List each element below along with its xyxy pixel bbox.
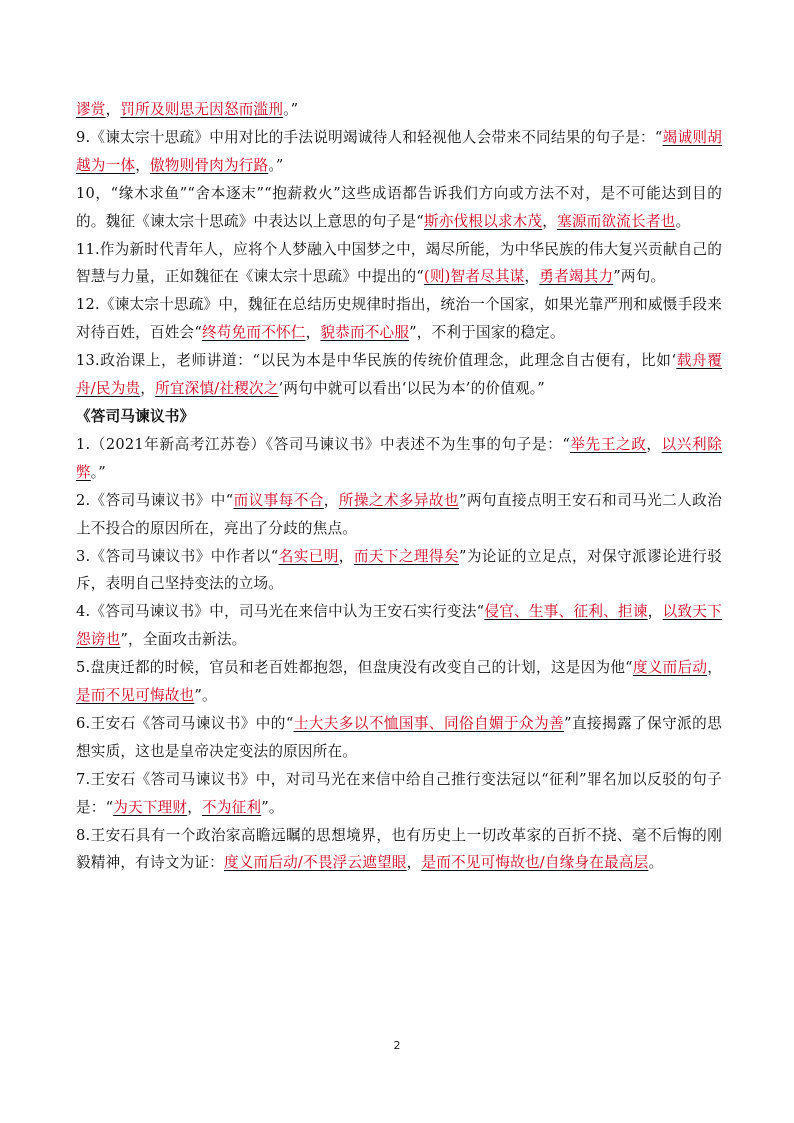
question-item: [76, 822, 722, 878]
question-text: 10，“缘木求鱼”“舍本逐末”“抱薪救火”这些成语都告诉我们方向或方法不对，是不可能达到目的的。魏征《谏太宗十思疏》中表达以上意思的句子是“: [76, 184, 722, 230]
question-item: [76, 654, 722, 710]
question-text: 5.盘庚迁都的时候，官员和老百姓都抱怨，但盘庚没有改变自己的计划，这是因为他“: [76, 659, 633, 677]
question-item: [76, 543, 722, 599]
question-text: ”两句直接点明王安石和司马光二人政治上不投合的原因所在，亮出了分歧的焦点。: [76, 491, 722, 537]
answer-text: 举先王之政: [570, 435, 647, 453]
answer-text: 塞源而欲流长者也: [557, 212, 676, 230]
question-text: ”直接揭露了保守派的思想实质，这也是皇帝决定变法的原因所在。: [76, 714, 722, 760]
question-text: 11.作为新时代青年人，应将个人梦融入中国梦之中，竭尽所能，为中华民族的伟大复兴贡献自己的智慧与力量，正如魏征在《谏太宗十思疏》中提出的“: [76, 240, 722, 286]
question-item: [76, 766, 722, 822]
answer-text: 所宜深慎/社稷次之: [155, 380, 279, 398]
answer-text: 度义而后动/不畏浮云遮望眼: [223, 854, 407, 872]
question-text: ”。: [194, 687, 217, 705]
answer-text: 不为征利: [202, 798, 262, 816]
question-text: 6.王安石《答司马谏议书》中的“: [76, 714, 294, 732]
question-text: ，: [140, 380, 156, 398]
question-text: ”，不利于国家的稳定。: [409, 324, 565, 342]
question-item: [76, 124, 722, 180]
question-text: 13.政治课上，老师讲道：“以民为本是中华民族的传统价值理念，此理念自古便有，比如‘: [76, 352, 677, 370]
question-text: 12.《谏太宗十思疏》中，魏征在总结历史规律时指出，统治一个国家，如果光靠严刑和威慑手段来对待百姓，百姓会“: [76, 296, 722, 342]
question-item: [76, 598, 722, 654]
question-text: ，: [542, 212, 558, 230]
question-text: ”。: [261, 798, 284, 816]
page-content: [76, 96, 722, 877]
question-text: 。”: [283, 101, 299, 118]
answer-text: (则)智者尽其谋: [423, 268, 525, 286]
answer-text: 载舟覆舟/民为贵: [76, 352, 722, 398]
question-text: ，: [323, 491, 339, 509]
question-text: ”为论证的立足点，对保守派谬论进行驳斥，表明自己坚持变法的立场。: [76, 547, 723, 593]
question-text: 。: [648, 854, 664, 872]
answer-text: 竭诚则胡越为一体: [76, 128, 722, 174]
answer-text: 勇者竭其力: [539, 268, 614, 286]
question-text: 1.（2021年新高考江苏卷）《答司马谏议书》中表述不为生事的句子是：“: [76, 435, 571, 453]
question-text: 9.《谏太宗十思疏》中用对比的手法说明竭诚待人和轻视他人会带来不同结果的句子是：“: [76, 128, 663, 146]
answer-text: 终苟免而不怀仁: [202, 324, 306, 342]
question-text: ，: [406, 854, 422, 872]
answer-text: 而天下之理得矣: [353, 547, 459, 565]
answer-text: 貌恭而不心服: [320, 324, 410, 342]
question-item: [76, 487, 722, 543]
question-text: 8.王安石具有一个政治家高瞻远瞩的思想境界，也有历史上一切改革家的百折不挠、毫不后悔的刚毅精神，有诗文为证：: [76, 826, 722, 872]
answer-text: 以兴利除弊: [76, 435, 722, 481]
question-text: ，: [647, 603, 663, 621]
answer-text: 谬赏: [76, 101, 106, 118]
answer-text: 傲物则骨肉为行路: [149, 156, 269, 174]
answer-text: 名实已明: [278, 547, 339, 565]
answer-text: 以致天下怨谤也: [76, 603, 723, 649]
question-text: ”，全面攻击新法。: [120, 631, 247, 649]
question-item: [76, 236, 722, 292]
question-text: ，: [135, 156, 150, 174]
question-item: [76, 180, 722, 236]
question-text: ，: [707, 659, 722, 677]
question-text: ，: [524, 268, 540, 286]
answer-text: 度义而后动: [632, 659, 708, 677]
question-text: 7.王安石《答司马谏议书》中，对司马光在来信中给自己推行变法冠以“征利”罪名加以反驳的句子是：“: [76, 770, 722, 816]
question-text: ”两句。: [613, 268, 666, 286]
question-text: ，: [646, 435, 662, 453]
question-text: 。”: [90, 463, 106, 481]
answer-text: 罚所及则思无因怒而滥刑: [120, 101, 284, 118]
answer-text: 而议事每不合: [233, 491, 324, 509]
question-text: 3.《答司马谏议书》中作者以“: [76, 547, 279, 565]
question-text: ，: [338, 547, 354, 565]
answer-text: 是而不见可悔故也: [76, 687, 195, 705]
question-text: 2.《答司马谏议书》中“: [76, 491, 234, 509]
question-text: ，: [187, 798, 203, 816]
question-item: [76, 710, 722, 766]
section-heading: 《答司马谏议书》: [76, 407, 195, 425]
page-number: 2: [393, 1039, 401, 1052]
question-item: [76, 96, 722, 124]
answer-text: 斯亦伐根以求木茂: [423, 212, 543, 230]
question-text: 。: [675, 212, 691, 230]
question-text: 。”: [268, 156, 284, 174]
question-item: [76, 431, 722, 487]
answer-text: 是而不见可悔故也/自缘身在最高层: [421, 854, 649, 872]
question-text: ’两句中就可以看出‘以民为本’的价值观。”: [278, 380, 545, 398]
question-text: 4.《答司马谏议书》中，司马光在来信中认为王安石实行变法“: [76, 603, 485, 621]
answer-text: 侵官、生事、征利、拒谏: [484, 603, 648, 621]
answer-text: 士大夫多以不恤国事、同俗自媚于众为善: [293, 714, 565, 732]
question-item: [76, 291, 722, 347]
answer-text: 所操之术多异故也: [338, 491, 459, 509]
question-text: ，: [105, 101, 121, 118]
answer-text: 为天下理财: [113, 798, 188, 816]
question-item: [76, 347, 722, 403]
question-text: ，: [305, 324, 321, 342]
